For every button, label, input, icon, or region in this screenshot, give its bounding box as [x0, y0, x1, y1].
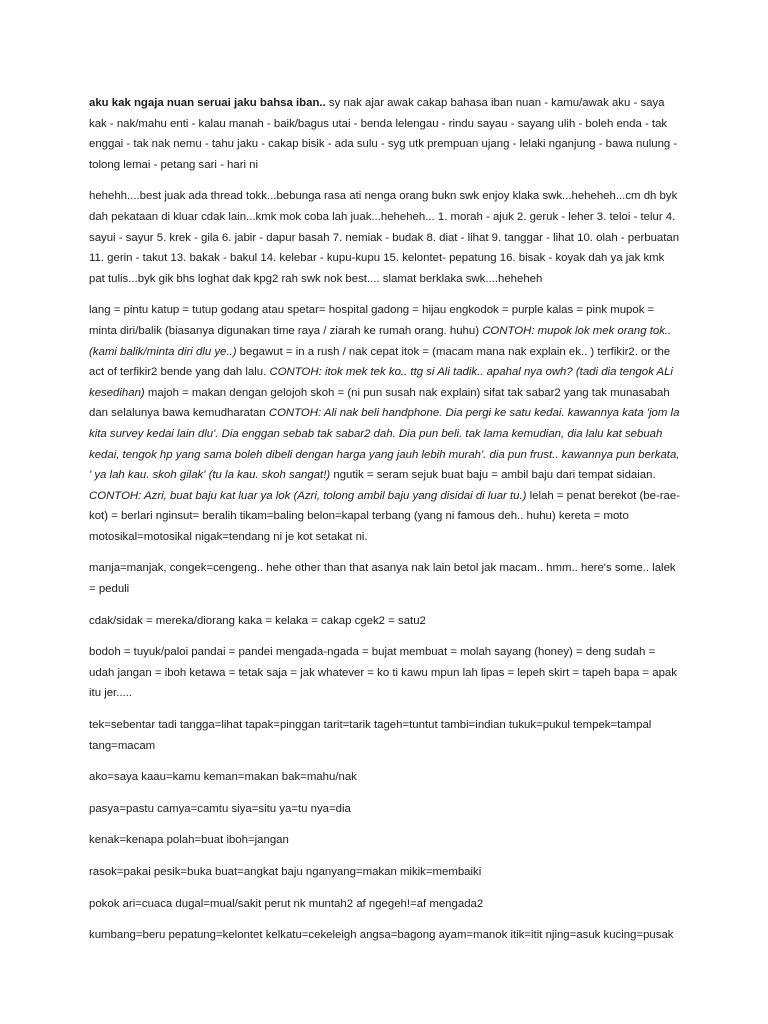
- paragraph-manja: [89, 558, 681, 599]
- text-run: lang = pintu katup = tutup godang atau spetar= hospital gadong = hijau engkodok = purple kalas = pink mupok = minta diri/balik (biasanya digunakan time raya / ziarah ke rumah orang. huhu): [89, 304, 655, 337]
- paragraph-pokok-ari: [89, 894, 681, 915]
- text-run-example: CONTOH: Ali nak beli handphone. Dia pergi ke satu kedai. kawannya kata 'jom la kita survey kedai lain dlu'. Dia enggan sebab tak sabar2 dah. Dia pun beli. tak lama kemudian, dia lalu kat sebuah kedai, tengok hp yang sama boleh dibeli dengan harga yang jauh lebih murah'. dia pun frust.. kawannya pun berkata, ' ya lah kau. skoh gilak' (tu la kau. skoh sangat!): [89, 407, 680, 482]
- text-run: kenak=kenapa polah=buat iboh=jangan: [89, 834, 289, 847]
- paragraph-rasok: [89, 862, 681, 883]
- text-run: sy nak ajar awak cakap bahasa iban nuan - kamu/awak aku - saya kak - nak/mahu enti - kalau manah - baik/bagus utai - benda lelengau - rindu sayau - sayang ulih - boleh enda - tak enggai - tak nak nemu - tahu jaku - cakap bisik - ada sulu - syg utk prempuan ujang - lelaki nganjung - bawa nulung - tolong lemai - petang sari - hari ni: [89, 97, 678, 171]
- text-run-example: CONTOH: mupok lok mek orang tok.. (kami balik/minta diri dlu ye..): [89, 324, 672, 358]
- text-run: hehehh....best juak ada thread tokk...bebunga rasa ati nenga orang bukn swk enjoy klaka swk...heheheh...cm dh byk dah pekataan di kluar cdak lain...kmk mok coba lah juak...heheheh... 1. morah - ajuk 2. geruk - leher 3. teloi - telur 4. sayui - sayur 5. krek - gila 6. jabir - dapur basah 7. nemiak - budak 8. diat - lihat 9. tanggar - lihat 10. olah - perbuatan 11. gerin - takut 13. bakak - bakul 14. kelebar - kupu-kupu 15. kelontet- pepatung 16. bisak - koyak dah ya jak kmk pat tulis...byk gik bhs loghat dak kpg2 rah swk nok best.... slamat berklaka swk....heheheh: [89, 190, 680, 285]
- text-run: majoh = makan dengan gelojoh skoh = (ni pun susah nak explain) sifat tak sabar2 yang tak munasabah dan selalunya bawa kemudharatan: [89, 386, 670, 420]
- text-run: begawut = in a rush / nak cepat itok = (macam mana nak explain ek.. ) terfikir2. or the act of terfikir2 bende yang dah lalu.: [89, 345, 671, 379]
- paragraph-iban-intro: [89, 93, 681, 175]
- paragraph-kumbang: [89, 925, 681, 946]
- text-run: ngutik = seram sejuk buat baju = ambil baju dari tempat sidaian.: [330, 469, 656, 482]
- text-run: aku kak ngaja nuan seruai jaku bahsa iban..: [89, 97, 326, 109]
- paragraph-ako: [89, 767, 681, 788]
- text-run: rasok=pakai pesik=buka buat=angkat baju nganyang=makan mikik=membaiki: [89, 866, 482, 878]
- text-run: tek=sebentar tadi tangga=lihat tapak=pinggan tarit=tarik tageh=tuntut tambi=indian tukuk=pukul tempek=tampal tang=macam: [89, 719, 652, 752]
- paragraph-pasya: [89, 799, 681, 820]
- text-run: pasya=pastu camya=camtu siya=situ ya=tu nya=dia: [89, 802, 351, 815]
- text-run-example: CONTOH: itok mek tek ko.. ttg si Ali tadik.. apahal nya owh? (tadi dia tengok ALi kesedihan): [89, 366, 673, 399]
- document-page: [89, 93, 681, 957]
- text-run: manja=manjak, congek=cengeng.. hehe other than that asanya nak lain betol jak macam.. hmm.. here's some.. lalek = peduli: [89, 562, 676, 596]
- text-run: kumbang=beru pepatung=kelontet kelkatu=cekeleigh angsa=bagong ayam=manok itik=itit njing=asuk kucing=pusak: [89, 929, 674, 942]
- text-run: cdak/sidak = mereka/diorang kaka = kelaka = cakap cgek2 = satu2: [89, 614, 426, 627]
- paragraph-examples: [89, 300, 681, 547]
- text-run: lelah = penat berekot (be-rae-kot) = berlari nginsut= beralih tikam=baling belon=kapal terbang (yang ni famous deh.. huhu) kereta = moto motosikal=motosikal nigak=tendang ni je kot setakat ni.: [89, 489, 681, 543]
- paragraph-bodoh: [89, 642, 681, 704]
- paragraph-cdak: [89, 611, 681, 632]
- text-run-example: CONTOH: Azri, buat baju kat luar ya lok (Azri, tolong ambil baju yang disidai di luar tu.): [89, 489, 527, 502]
- text-run: pokok ari=cuaca dugal=mual/sakit perut nk muntah2 af ngegeh!=af mengada2: [89, 897, 484, 910]
- paragraph-numbered-list: [89, 186, 681, 289]
- text-run: ako=saya kaau=kamu keman=makan bak=mahu/nak: [89, 771, 357, 784]
- text-run: bodoh = tuyuk/paloi pandai = pandei mengada-ngada = bujat membuat = molah sayang (honey) = deng sudah = udah jangan = iboh ketawa = tetak saja = jak whatever = ko ti kawu mpun lah lipas = lepeh skirt = tapeh bapa = apak itu jer.....: [89, 646, 677, 700]
- paragraph-tek: [89, 715, 681, 756]
- paragraph-kenak: [89, 830, 681, 851]
